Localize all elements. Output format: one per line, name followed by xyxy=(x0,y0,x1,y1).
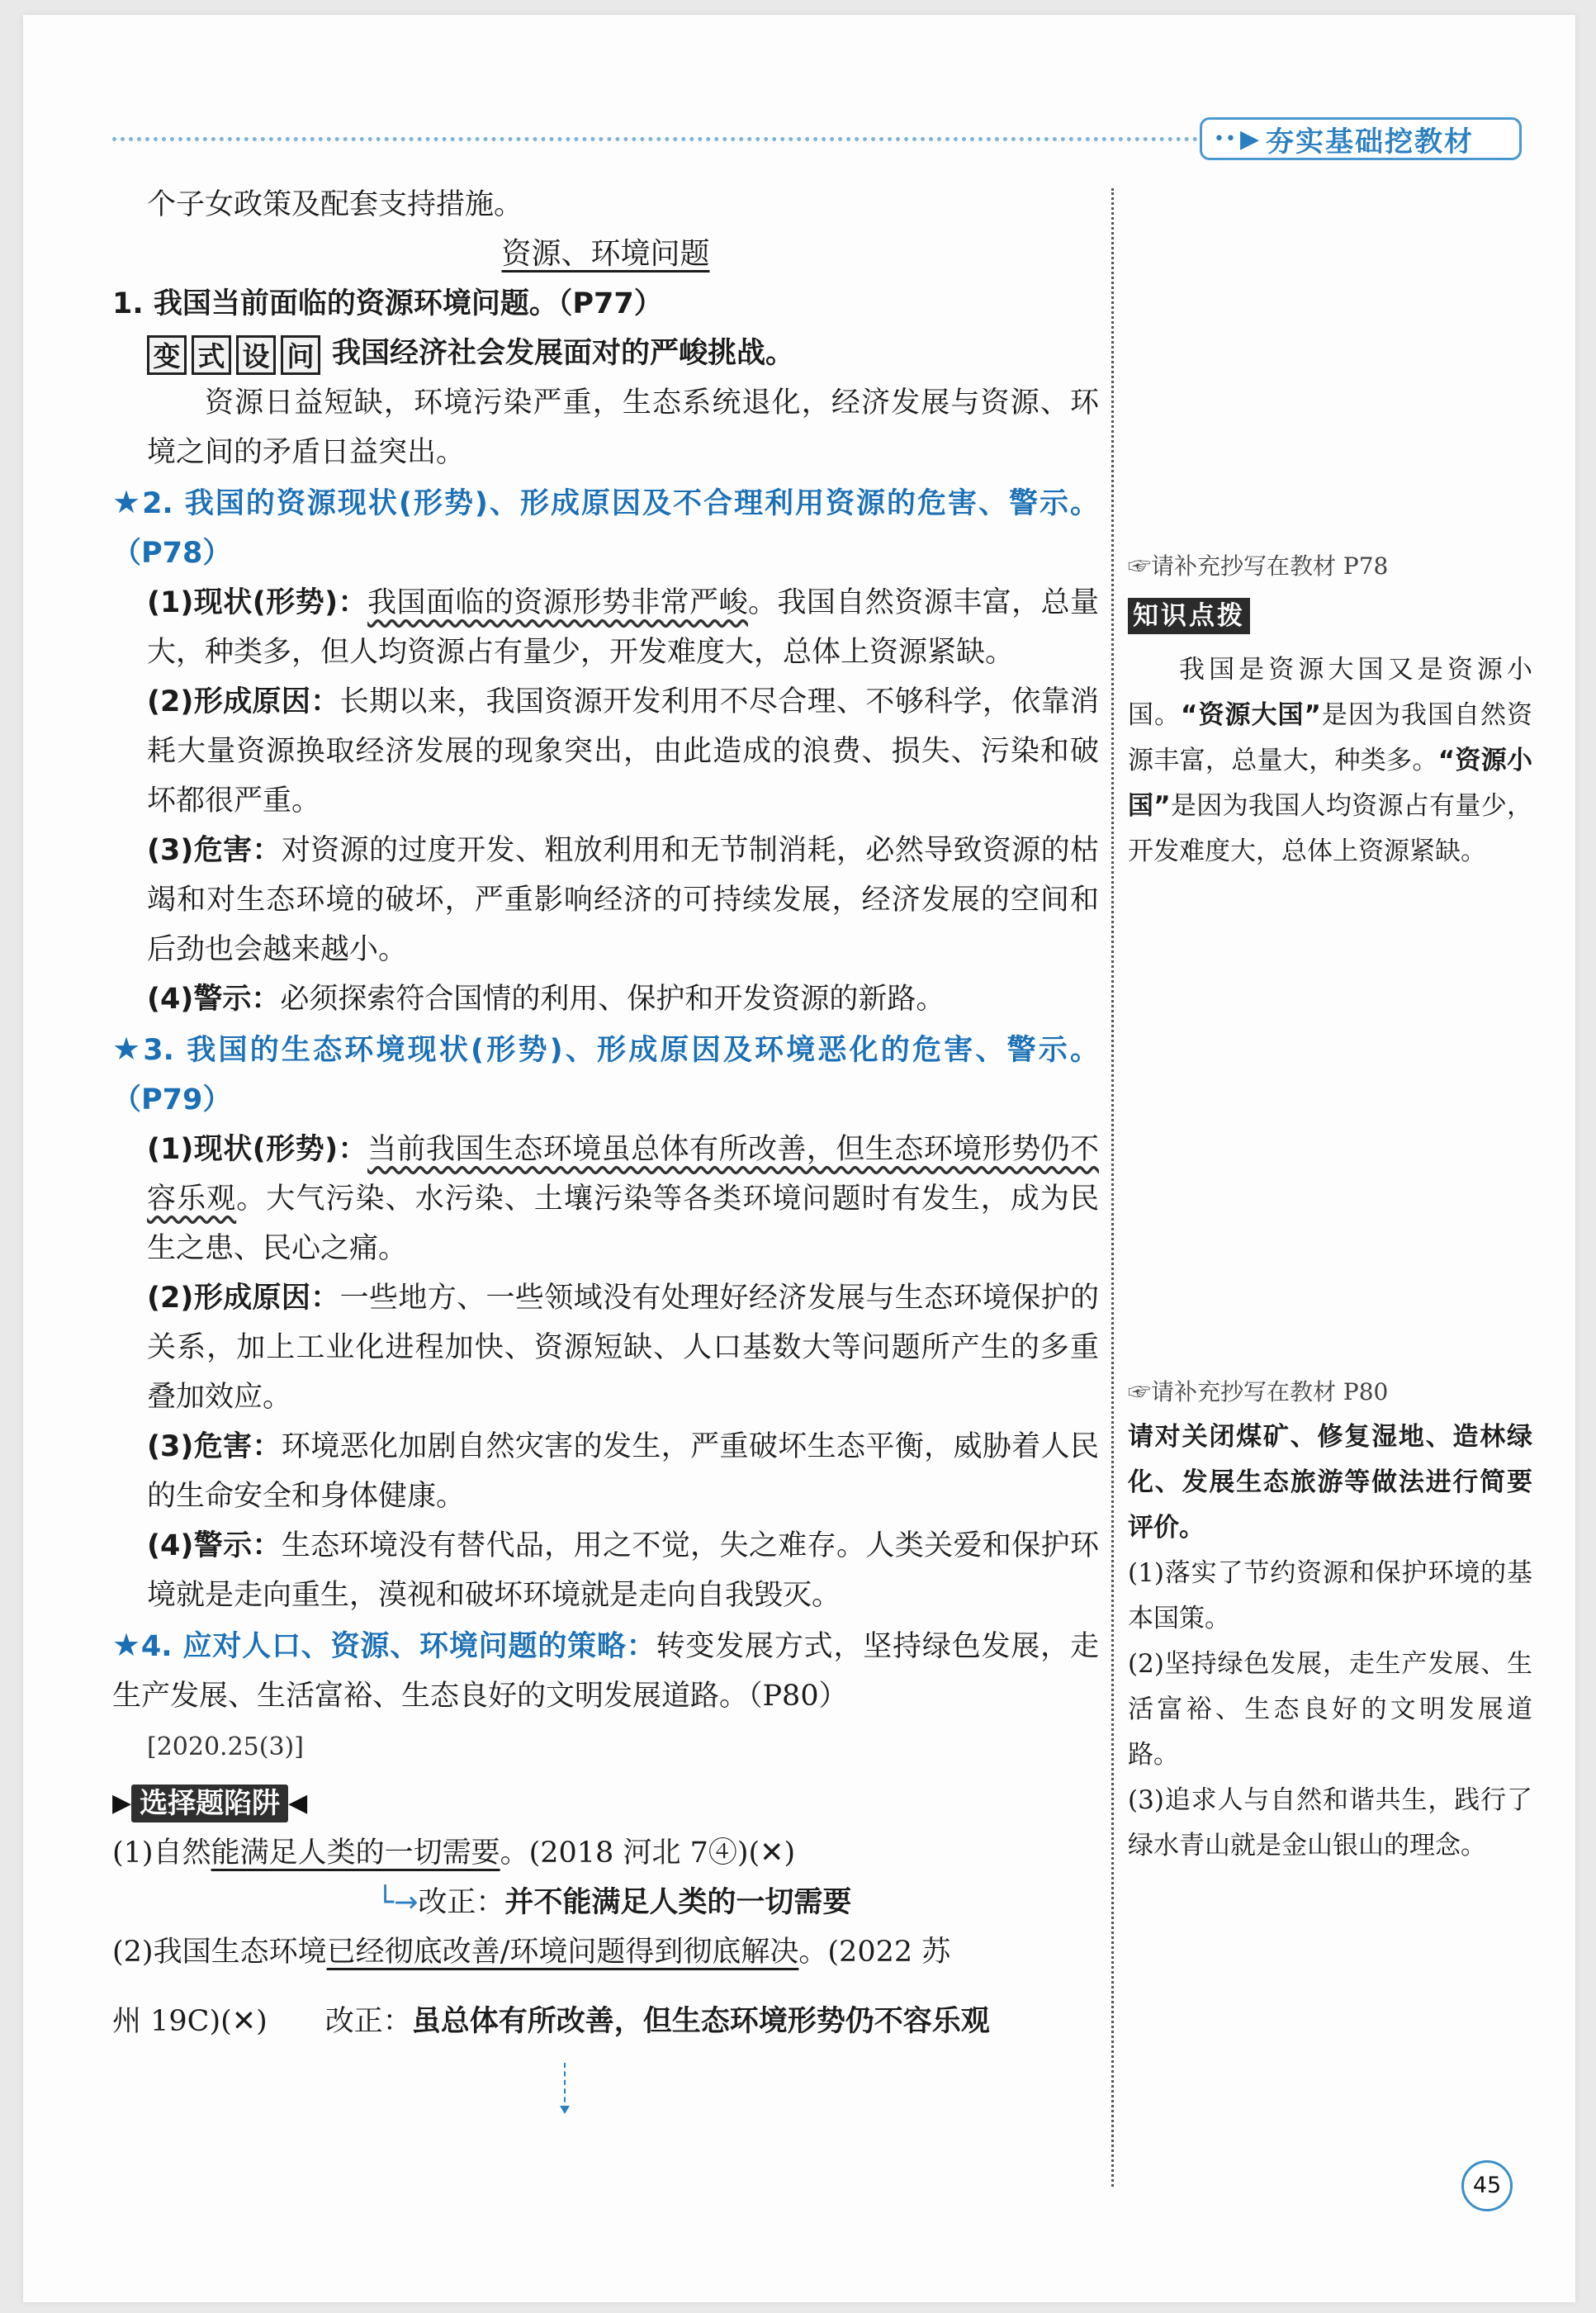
copy-note-p80: ☞请补充抄写在教材 P80 xyxy=(1128,1378,1389,1405)
q2-item-2: (2)形成原因：长期以来，我国资源开发利用不尽合理、不够科学，依靠消耗大量资源换取经济发展的现象突出，由此造成的浪费、损失、污染和破坏都很严重。 xyxy=(147,685,1099,818)
right-arrow-icon: ▶ xyxy=(112,1789,132,1818)
header-dotted-rule xyxy=(112,137,1198,141)
section-tag-label: 夯实基础挖教材 xyxy=(1266,125,1475,159)
main-column xyxy=(112,180,1099,2046)
trap-item-2-correction: 州 19C)(✕) 改正：虽总体有所改善，但生态环境形势仍不容乐观 xyxy=(112,2005,990,2038)
corner-arrow-icon: └→ xyxy=(377,1886,419,1919)
star-icon: ★ xyxy=(112,484,143,520)
side-answer-3: (3)追求人与自然和谐共生，践行了绿水青山就是金山银山的理念。 xyxy=(1128,1785,1532,1860)
copy-note-p78: ☞请补充抄写在教材 P78 xyxy=(1128,552,1389,580)
tag-dots: •• xyxy=(1214,128,1237,149)
q2-item-4: (4)警示：必须探索符合国情的利用、保护和开发资源的新路。 xyxy=(147,983,945,1016)
play-arrow-icon: ▶ xyxy=(1239,124,1260,154)
q2-item-3: (3)危害：对资源的过度开发、粗放利用和无节制消耗，必然导致资源的枯竭和对生态环境的破坏，严重影响经济的可持续发展，经济发展的空间和后劲也会越来越小。 xyxy=(147,834,1099,966)
q4-title: ★4. 应对人口、资源、环境问题的策略：转变发展方式，坚持绿色发展，走生产发展、生活富裕、生态良好的文明发展道路。（P80） xyxy=(112,1627,1099,1713)
textbook-page xyxy=(23,15,1575,2302)
continued-line: 个子女政策及配套支持措施。 xyxy=(147,188,523,221)
q2-item-1: (1)现状(形势)：我国面临的资源形势非常严峻。我国自然资源丰富，总量大，种类多，但人均资源占有量少，开发难度大，总体上资源紧缺。 xyxy=(147,586,1099,669)
trap-item-1: (1)自然能满足人类的一切需要。(2018 河北 7④)(✕) xyxy=(112,1837,796,1870)
side-answer-2: (2)坚持绿色发展，走生产发展、生活富裕、生态良好的文明发展道路。 xyxy=(1128,1649,1532,1770)
q2-title: ★2. 我国的资源现状(形势)、形成原因及不合理利用资源的危害、警示。（P78） xyxy=(112,484,1099,570)
knowledge-tip-label-row xyxy=(1128,594,1532,639)
q1-answer: 资源日益短缺，环境污染严重，生态系统退化，经济发展与资源、环境之间的矛盾日益突出。 xyxy=(147,386,1099,469)
left-arrow-icon: ◀ xyxy=(288,1789,308,1818)
q1-title: 1. 我国当前面临的资源环境问题。（P77） xyxy=(112,287,663,320)
star-icon: ★ xyxy=(112,1627,141,1663)
page-number: 45 xyxy=(1461,2160,1513,2211)
knowledge-tip-text: 我国是资源大国又是资源小国。“资源大国”是因为我国自然资源丰富，总量大，种类多。“资源小国”是因为我国人均资源占有量少，开发难度大，总体上资源紧缺。 xyxy=(1128,655,1533,866)
star-icon: ★ xyxy=(112,1031,144,1067)
q3-item-4: (4)警示：生态环境没有替代品，用之不觉，失之难存。人类关爱和保护环境就是走向重生，漠视和破坏环境就是走向自我毁灭。 xyxy=(147,1529,1099,1612)
variant-question-badge: 变 式 设 问 xyxy=(147,335,320,375)
q3-item-1: (1)现状(形势)：当前我国生态环境虽总体有所改善，但生态环境形势仍不容乐观。大气污染、水污染、土壤污染等各类环境问题时有发生，成为民生之患、民心之痛。 xyxy=(147,1133,1099,1265)
q3-title: ★3. 我国的生态环境现状(形势)、形成原因及环境恶化的危害、警示。（P79） xyxy=(112,1031,1099,1116)
trap-item-1-correction: └→改正：并不能满足人类的一切需要 xyxy=(377,1886,852,1919)
trap-heading xyxy=(112,1772,1099,1828)
q4-citation: [2020.25(3)] xyxy=(147,1732,304,1761)
q3-item-3: (3)危害：环境恶化加剧自然灾害的发生，严重破坏生态平衡，威胁着人民的生命安全和身体健康。 xyxy=(147,1430,1099,1513)
trap-item-2: (2)我国生态环境已经彻底改善/环境问题得到彻底解决。(2022 苏 xyxy=(112,1936,951,1969)
q3-item-2: (2)形成原因：一些地方、一些领域没有处理好经济发展与生态环境保护的关系，加上工业化进程加快、资源短缺、人口基数大等问题所产生的多重叠加效应。 xyxy=(147,1282,1099,1414)
side-note-1 xyxy=(1128,543,1532,874)
choice-trap-banner: ▶ 选择题陷阱 ◀ xyxy=(112,1779,307,1828)
side-question: 请对关闭煤矿、修复湿地、造林绿化、发展生态旅游等做法进行简要评价。 xyxy=(1128,1422,1532,1543)
section-tag xyxy=(1200,117,1522,160)
q1-variant-question: 变 式 设 问 我国经济社会发展面对的严峻挑战。 xyxy=(112,329,1099,378)
side-answer-1: (1)落实了节约资源和保护环境的基本国策。 xyxy=(1128,1558,1532,1633)
side-note-2 xyxy=(1128,1369,1532,1869)
section-heading: 资源、环境问题 xyxy=(501,237,710,271)
down-arrow-icon xyxy=(564,2063,566,2111)
column-divider xyxy=(1111,188,1114,2187)
knowledge-tip-label: 知识点拨 xyxy=(1128,598,1250,634)
